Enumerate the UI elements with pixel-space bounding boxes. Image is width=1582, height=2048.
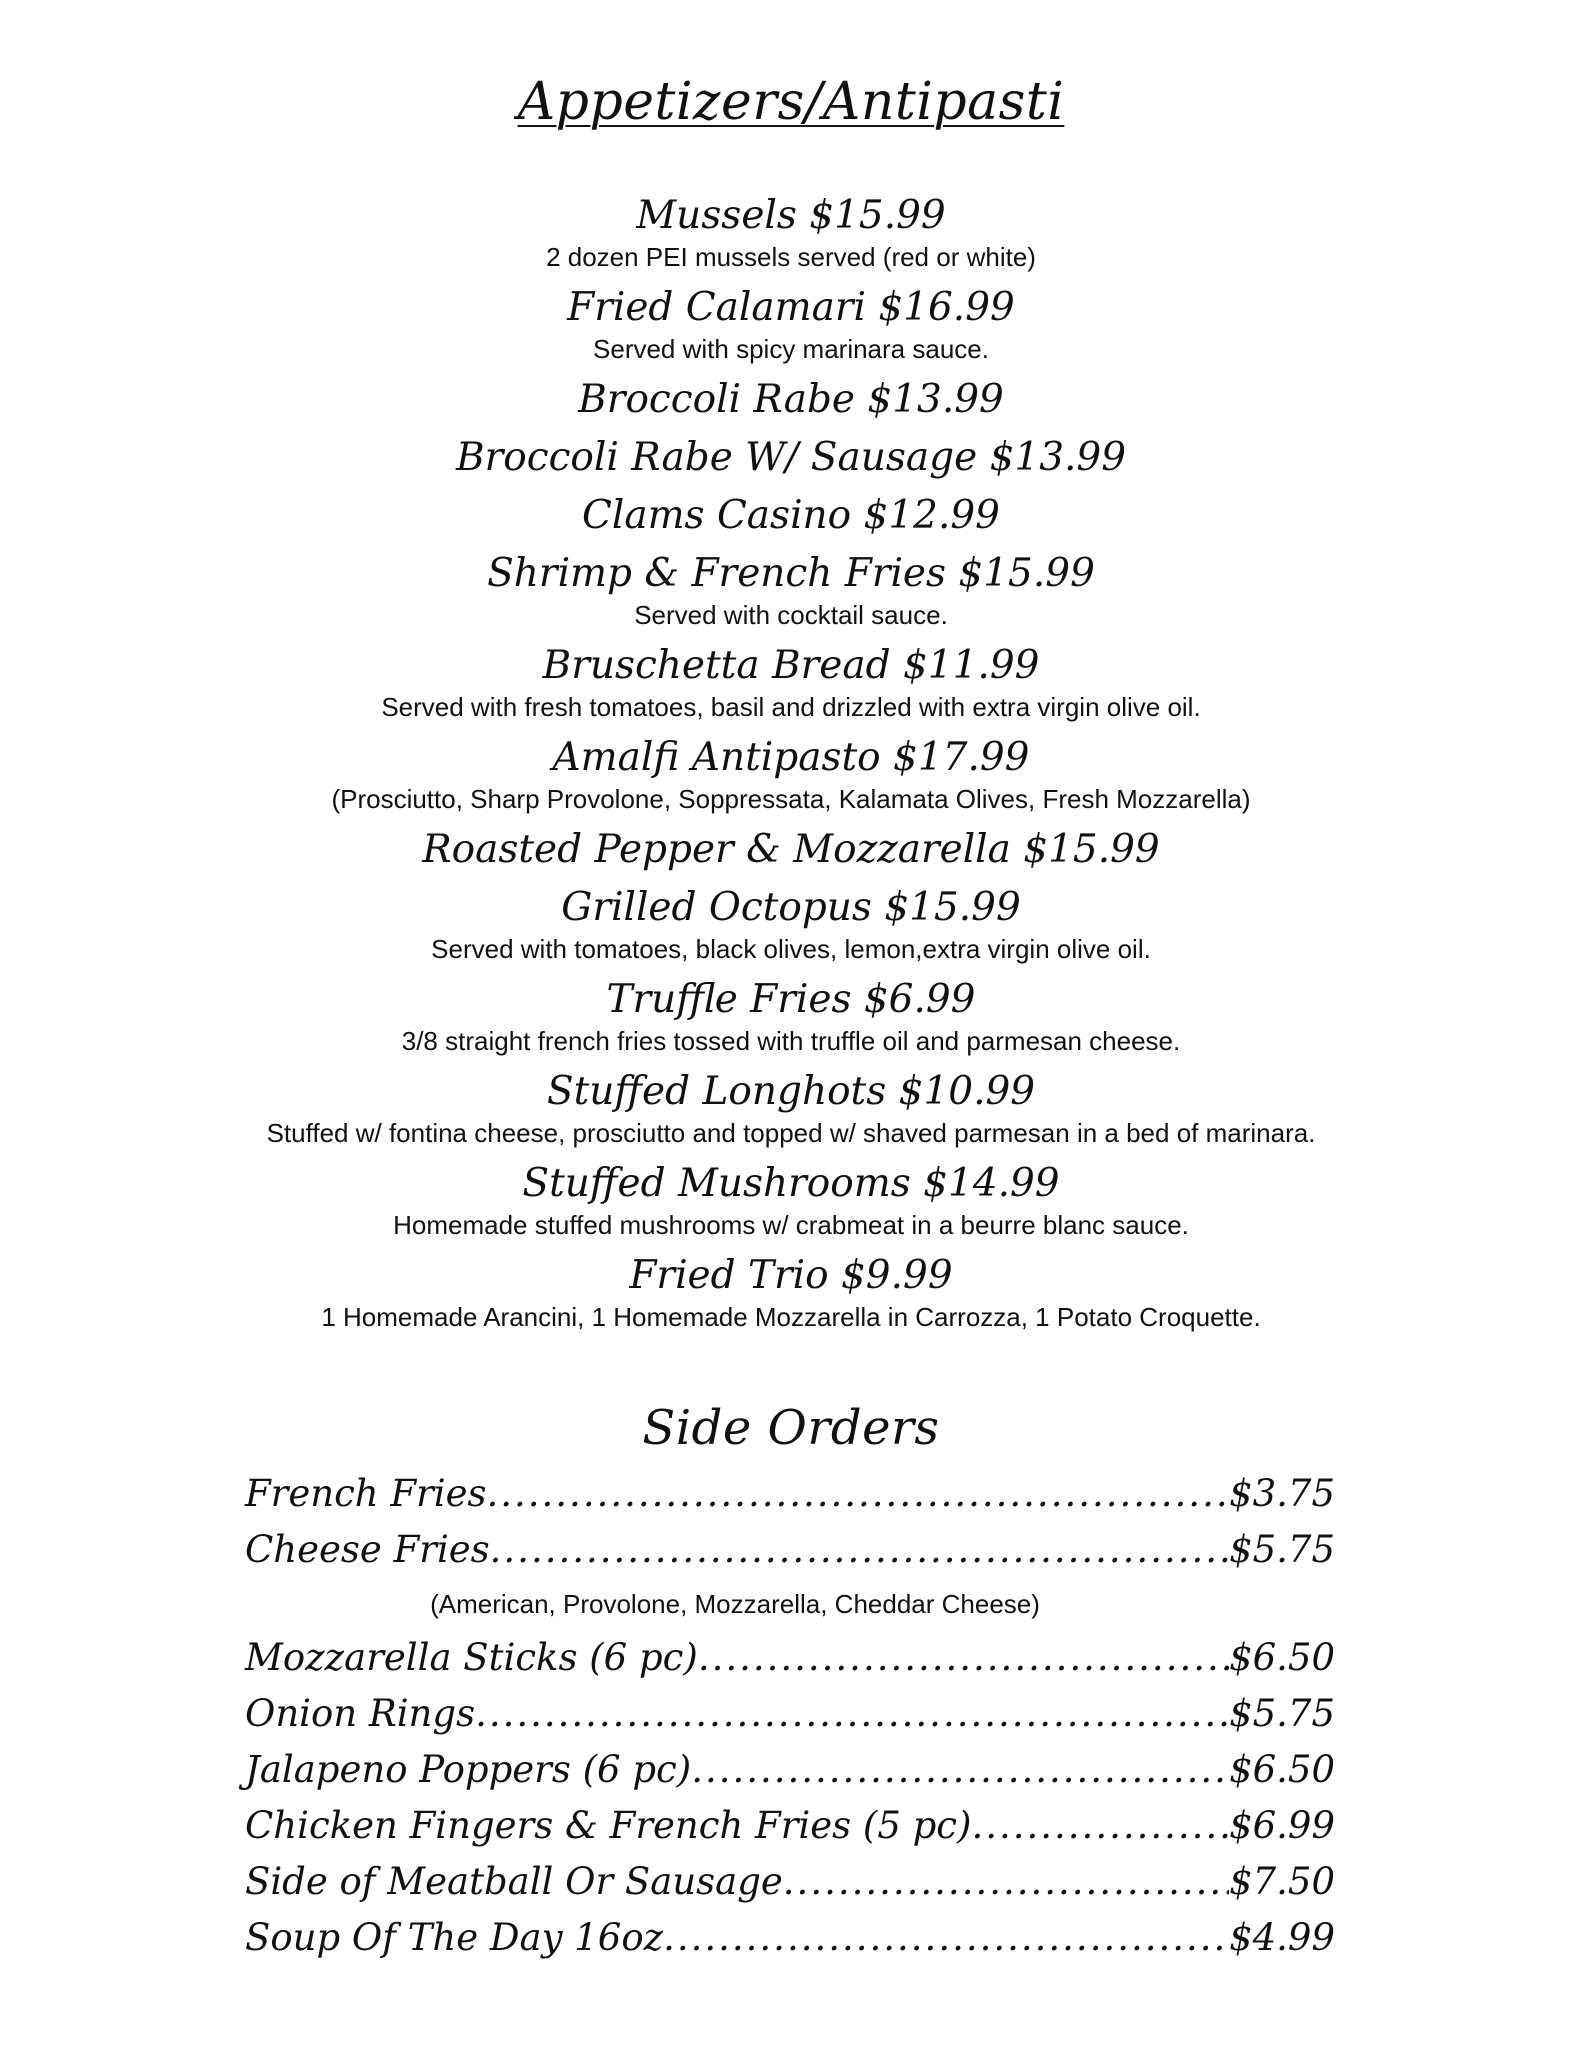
appetizer-item xyxy=(0,1252,1582,1344)
side-order-name: Side of Meatball Or Sausage xyxy=(245,1860,783,1903)
dot-leader xyxy=(971,1798,1229,1854)
appetizer-item xyxy=(0,284,1582,376)
side-order-name: French Fries xyxy=(245,1472,487,1515)
side-order-name: Mozzarella Sticks (6 pc) xyxy=(245,1636,698,1679)
side-order-row xyxy=(245,1742,1335,1798)
side-order-price: $6.50 xyxy=(1229,1748,1335,1791)
appetizer-name: Fried Calamari $16.99 xyxy=(567,285,1015,330)
appetizer-name: Stuffed Mushrooms $14.99 xyxy=(522,1161,1060,1206)
appetizer-name: Roasted Pepper & Mozzarella $15.99 xyxy=(422,827,1160,872)
appetizer-description: Homemade stuffed mushrooms w/ crabmeat in a beurre blanc sauce. xyxy=(393,1210,1189,1240)
side-orders-list xyxy=(245,1466,1335,1966)
side-order-row xyxy=(245,1466,1335,1522)
appetizer-item xyxy=(0,642,1582,734)
side-order-price: $5.75 xyxy=(1229,1692,1335,1735)
side-order-price: $5.75 xyxy=(1229,1528,1335,1571)
dot-leader xyxy=(698,1630,1229,1686)
appetizer-item xyxy=(0,492,1582,550)
side-orders-title: Side Orders xyxy=(642,1400,940,1456)
side-order-price: $6.99 xyxy=(1229,1804,1335,1847)
dot-leader xyxy=(663,1910,1229,1966)
appetizer-name: Grilled Octopus $15.99 xyxy=(561,885,1021,930)
appetizer-name: Bruschetta Bread $11.99 xyxy=(542,643,1040,688)
appetizer-item xyxy=(0,434,1582,492)
appetizer-name: Broccoli Rabe W/ Sausage $13.99 xyxy=(455,435,1127,480)
appetizer-name: Amalfi Antipasto $17.99 xyxy=(552,735,1030,780)
dot-leader xyxy=(691,1742,1229,1798)
appetizer-item xyxy=(0,884,1582,976)
side-order-name: Cheese Fries xyxy=(245,1528,490,1571)
appetizer-name: Mussels $15.99 xyxy=(636,193,946,238)
appetizer-name: Stuffed Longhots $10.99 xyxy=(546,1069,1036,1114)
appetizer-name: Clams Casino $12.99 xyxy=(582,493,1000,538)
side-order-row xyxy=(245,1630,1335,1686)
appetizer-name: Fried Trio $9.99 xyxy=(629,1253,953,1298)
dot-leader xyxy=(475,1686,1229,1742)
appetizer-description: Stuffed w/ fontina cheese, prosciutto and topped w/ shaved parmesan in a bed of marinara. xyxy=(266,1118,1316,1148)
appetizer-item xyxy=(0,1068,1582,1160)
side-order-price: $3.75 xyxy=(1229,1472,1335,1515)
appetizer-description: Served with spicy marinara sauce. xyxy=(593,334,989,364)
side-order-name: Soup Of The Day 16oz xyxy=(245,1916,664,1959)
side-order-name: Onion Rings xyxy=(245,1692,476,1735)
appetizer-item xyxy=(0,826,1582,884)
side-order-name: Chicken Fingers & French Fries (5 pc) xyxy=(245,1804,972,1847)
side-order-price: $7.50 xyxy=(1229,1860,1335,1903)
appetizer-description: (Prosciutto, Sharp Provolone, Soppressata, Kalamata Olives, Fresh Mozzarella) xyxy=(331,784,1251,814)
appetizer-description: Served with tomatoes, black olives, lemon,extra virgin olive oil. xyxy=(431,934,1151,964)
appetizer-description: Served with fresh tomatoes, basil and drizzled with extra virgin olive oil. xyxy=(381,692,1201,722)
side-order-name: Jalapeno Poppers (6 pc) xyxy=(245,1748,692,1791)
side-order-row xyxy=(245,1686,1335,1742)
appetizer-item xyxy=(0,734,1582,826)
dot-leader xyxy=(490,1522,1229,1578)
appetizer-description: 2 dozen PEI mussels served (red or white) xyxy=(546,242,1036,272)
side-order-row xyxy=(245,1910,1335,1966)
side-order-row xyxy=(245,1854,1335,1910)
side-order-row xyxy=(245,1798,1335,1854)
appetizer-description: Served with cocktail sauce. xyxy=(634,600,948,630)
side-order-price: $4.99 xyxy=(1229,1916,1335,1959)
dot-leader xyxy=(486,1466,1229,1522)
appetizer-description: 1 Homemade Arancini, 1 Homemade Mozzarella in Carrozza, 1 Potato Croquette. xyxy=(321,1302,1261,1332)
appetizer-item xyxy=(0,1160,1582,1252)
appetizer-name: Broccoli Rabe $13.99 xyxy=(578,377,1004,422)
side-order-row xyxy=(245,1522,1335,1578)
appetizer-description: 3/8 straight french fries tossed with truffle oil and parmesan cheese. xyxy=(401,1026,1181,1056)
dot-leader xyxy=(783,1854,1229,1910)
appetizers-list xyxy=(0,192,1582,1344)
appetizer-item xyxy=(0,192,1582,284)
appetizer-item xyxy=(0,376,1582,434)
appetizer-name: Shrimp & French Fries $15.99 xyxy=(487,551,1095,596)
appetizer-name: Truffle Fries $6.99 xyxy=(606,977,976,1022)
side-order-note: (American, Provolone, Mozzarella, Cheddar Cheese) xyxy=(430,1589,1040,1619)
appetizer-item xyxy=(0,976,1582,1068)
appetizers-title: Appetizers/Antipasti xyxy=(517,72,1065,132)
appetizer-item xyxy=(0,550,1582,642)
side-order-price: $6.50 xyxy=(1229,1636,1335,1679)
